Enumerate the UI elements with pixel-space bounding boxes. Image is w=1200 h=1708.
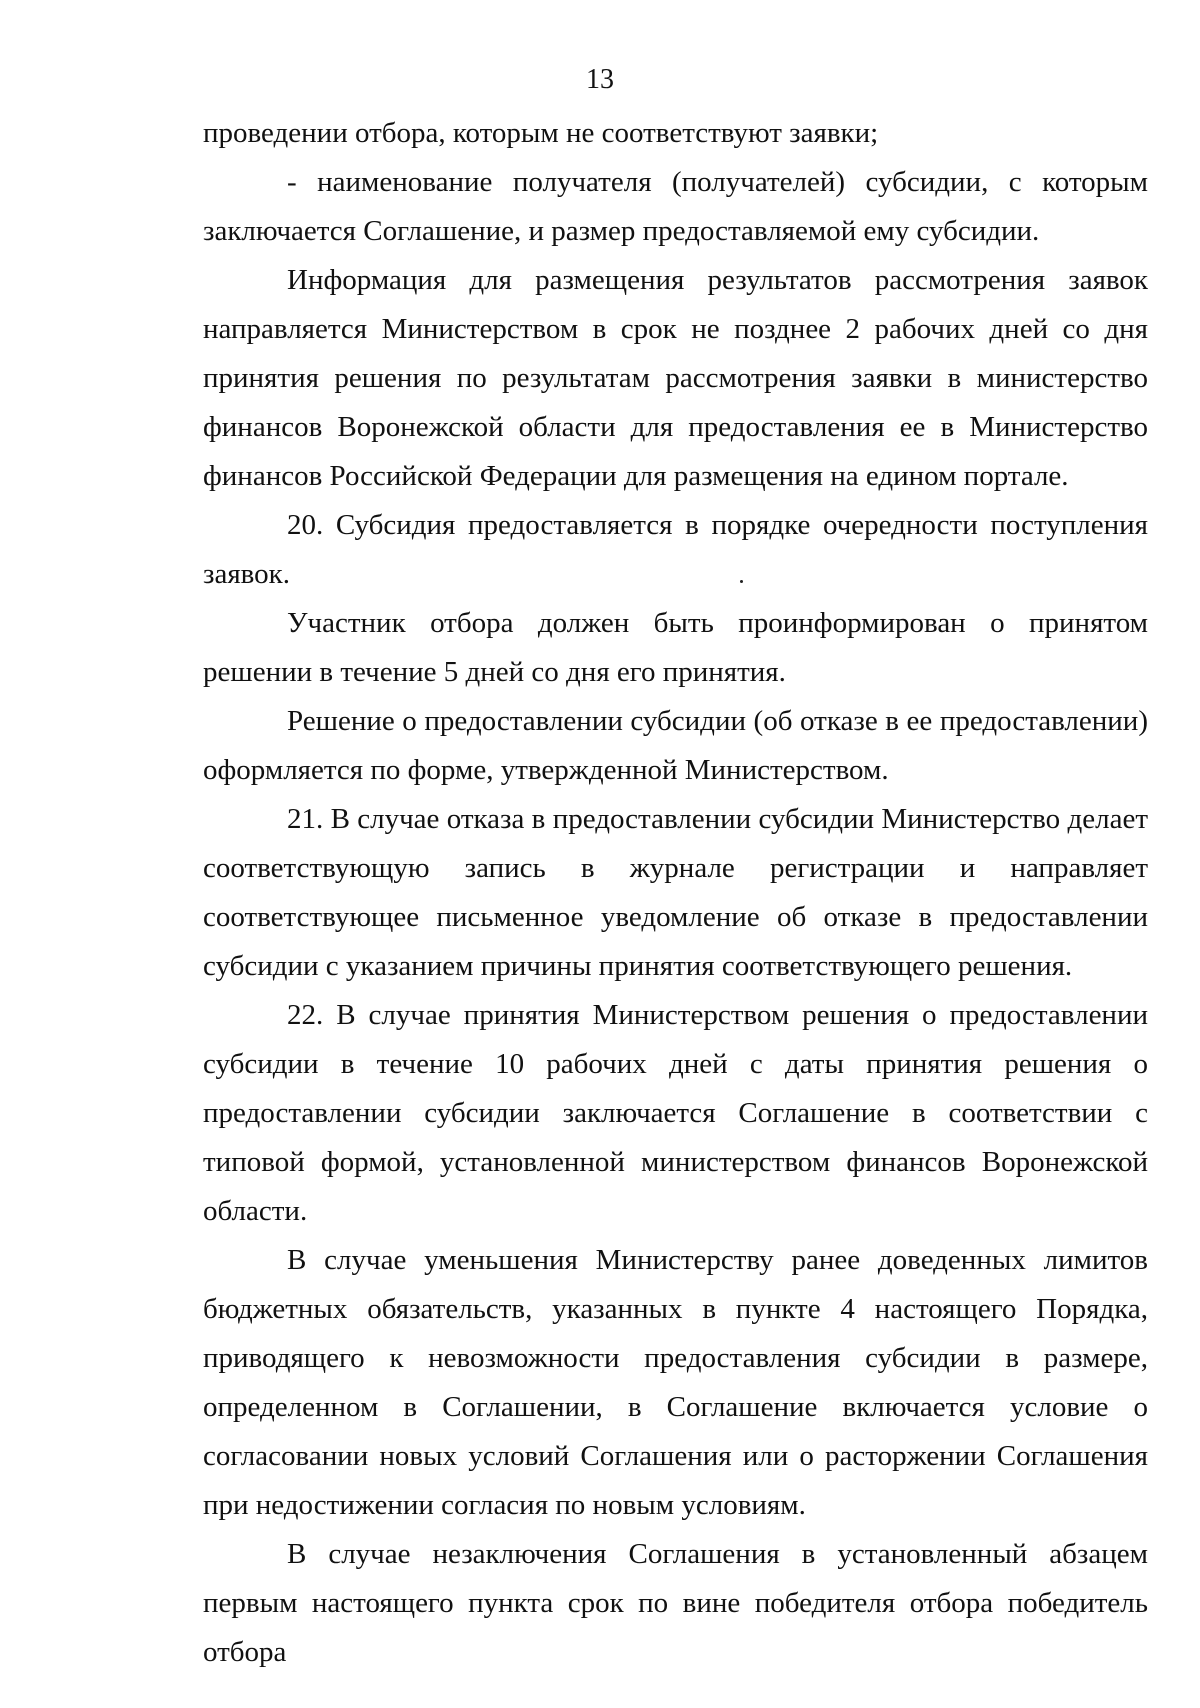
scan-speck [740,580,743,583]
paragraph-continuation: проведении отбора, которым не соответствуют заявки; [203,117,879,149]
paragraph-decision-form: Решение о предоставлении субсидии (об отказе в ее предоставлении) оформляется по форме, утвержденной Министерством. [203,705,1148,786]
paragraph-non-conclusion: В случае незаключения Соглашения в установленный абзацем первым настоящего пункта срок по вине победителя отбора победитель отбора [203,1538,1148,1668]
paragraph-recipient-name: - наименование получателя (получателей) субсидии, с которым заключается Соглашение, и размер предоставляемой ему субсидии. [203,166,1148,247]
paragraph-item-21: 21. В случае отказа в предоставлении субсидии Министерство делает соответствующую запись в журнале регистрации и направляет соответствующее письменное уведомление об отказе в предоставлении субсидии с указанием причины принятия соответствующего решения. [203,803,1148,982]
paragraph-limits-reduction: В случае уменьшения Министерству ранее доведенных лимитов бюджетных обязательств, указанных в пункте 4 настоящего Порядка, приводящего к невозможности предоставления субсидии в размере, определенном в Соглашении, в Соглашение включается условие о согласовании новых условий Соглашения или о расторжении Соглашения при недостижении согласия по новым условиям. [203,1244,1148,1521]
paragraph-participant-notified: Участник отбора должен быть проинформирован о принятом решении в течение 5 дней со дня его принятия. [203,607,1148,688]
paragraph-information-placement: Информация для размещения результатов рассмотрения заявок направляется Министерством в срок не позднее 2 рабочих дней со дня принятия решения по результатам рассмотрения заявки в министерство финансов Воронежской области для предоставления ее в Министерство финансов Российской Федерации для размещения на едином портале. [203,264,1148,492]
paragraph-item-20: 20. Субсидия предоставляется в порядке очередности поступления заявок. [203,509,1148,590]
paragraph-item-22: 22. В случае принятия Министерством решения о предоставлении субсидии в течение 10 рабочих дней с даты принятия решения о предоставлении субсидии заключается Соглашение в соответствии с типовой формой, установленной министерством финансов Воронежской области. [203,999,1148,1227]
page-number: 13 [586,64,614,95]
document-body [203,109,1148,1677]
